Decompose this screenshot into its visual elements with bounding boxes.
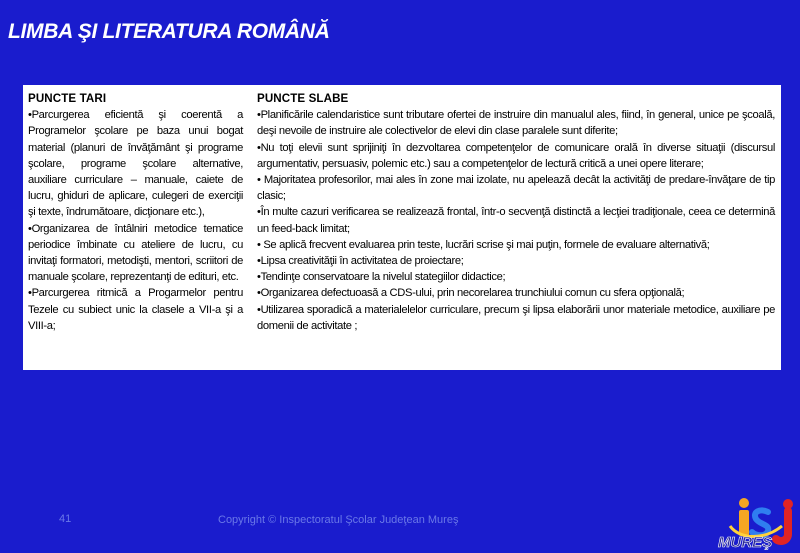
strength-item: •Parcurgerea eficientă şi coerentă a Programelor şcolare pe baza unui bogat material (planuri de învăţământ şi programe şcolare, programe şcolare alternative, auxiliare curriculare – manuale, caiete de lucru, ghiduri de aplicare, culegeri de exerciţii şi texte, îndrumătoare, dicţionare etc.), — [28, 109, 243, 219]
weakness-item: •În multe cazuri verificarea se realizează frontal, într-o secvenţă distinctă a lecţiei tradiţionale, ceea ce determină un feed-back limitat; — [257, 206, 775, 235]
weakness-item: • Se aplică frecvent evaluarea prin teste, lucrări scrise şi mai puţin, formele de evaluare alternativă; — [257, 238, 710, 251]
weakness-item: •Nu toţi elevii sunt sprijiniţi în dezvoltarea competenţelor de comunicare orală în diverse situaţii (discursul argumentativ, persuasiv, polemic etc.) sau a competenţelor de lectură critică a unei opere literare; — [257, 141, 775, 170]
weakness-item: •Lipsa creativităţii în activitatea de proiectare; — [257, 255, 464, 268]
weaknesses-column — [249, 85, 781, 370]
weakness-item: •Tendinţe conservatoare la nivelul stategiilor didactice; — [257, 271, 506, 284]
strengths-column — [23, 85, 249, 370]
copyright-text: Copyright © Inspectoratul Şcolar Judeţean Mureş — [218, 514, 459, 526]
weakness-item: • Majoritatea profesorilor, mai ales în zone mai izolate, nu apelează decât la activităţi de predare-învăţare de tip clasic; — [257, 174, 775, 203]
svg-text:MUREŞ: MUREŞ — [718, 534, 773, 550]
isj-mures-logo — [710, 496, 798, 550]
strength-item: •Parcurgerea ritmică a Progarmelor pentru Tezele cu subiect unic la clasele a VII-a şi a VIII-a; — [28, 287, 243, 332]
weaknesses-heading: PUNCTE SLABE — [257, 92, 349, 105]
strengths-weaknesses-table — [23, 85, 781, 370]
weakness-item: •Utilizarea sporadică a materialelelor curriculare, precum şi lipsa elaborării unor materiale metodice, auxiliare pe domenii de activitate ; — [257, 303, 775, 332]
page-number: 41 — [59, 513, 72, 525]
weakness-item: •Planificările calendaristice sunt tributare ofertei de instruire din manualul ales, fiind, în general, unice pe şcoală, deşi nevoile de instruire ale colectivelor de elevi din clase paralele sunt diferite; — [257, 109, 775, 138]
weakness-item: •Organizarea defectuoasă a CDS-ului, prin necorelarea trunchiului comun cu sfera opţională; — [257, 287, 685, 300]
strengths-heading: PUNCTE TARI — [28, 92, 107, 105]
strength-item: •Organizarea de întâlniri metodice tematice periodice îmbinate cu ateliere de lucru, cu invitaţi formatori, metodişti, mentori, scriitori de manuale şcolare, reprezentanţi de edituri, etc. — [28, 222, 243, 284]
slide-title: LIMBA ŞI LITERATURA ROMÂNĂ — [8, 20, 330, 43]
